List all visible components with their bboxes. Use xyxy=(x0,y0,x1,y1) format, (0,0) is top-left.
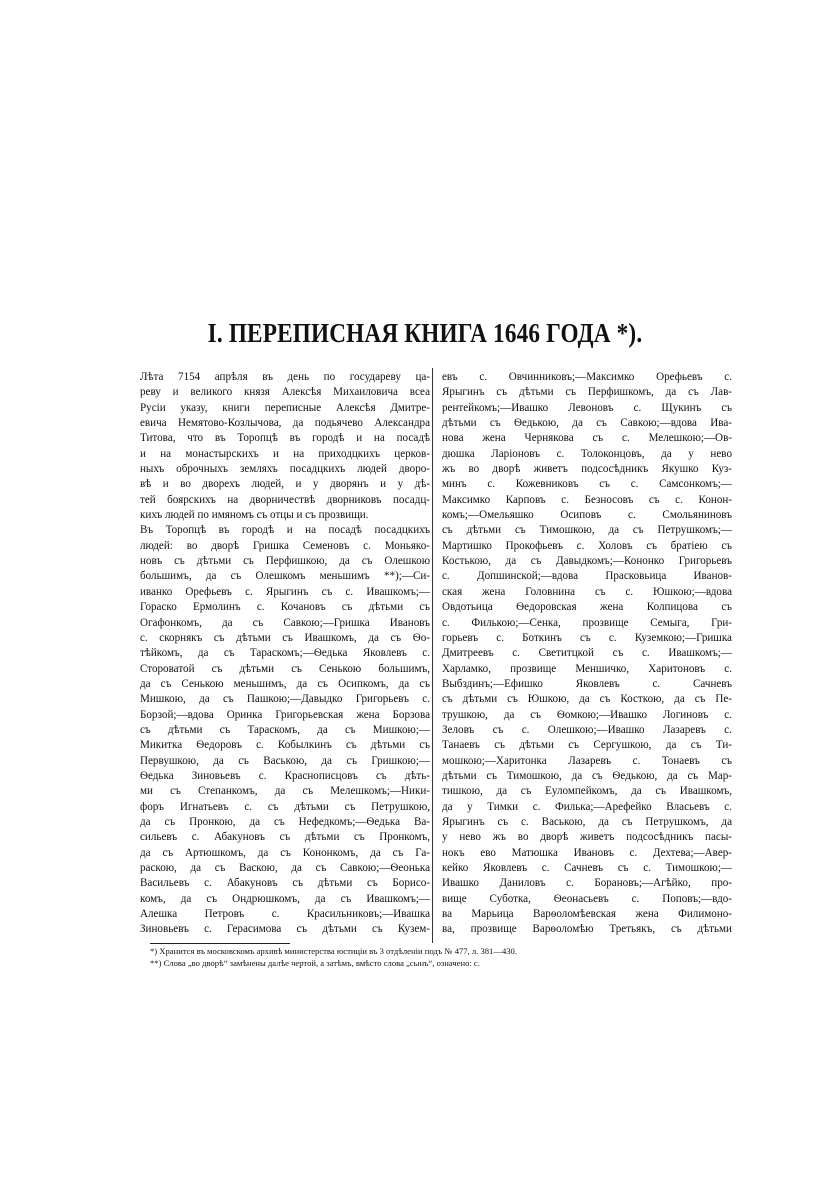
text-line: нова жена Чернякова съ с. Мелешкою;—Ов- xyxy=(442,432,732,445)
text-line: ныхъ оброчныхъ земляхъ посадцкихъ людей дворо- xyxy=(140,463,430,476)
column-divider xyxy=(432,368,433,943)
text-line: комъ;—Омельяшко Осиповъ с. Смольяниновъ xyxy=(442,509,732,522)
text-line: Харламко, прозвище Меншичко, Харитоновъ с. xyxy=(442,662,732,675)
text-line: съ дѣтьми съ Тараскомъ, да съ Мишкою;— xyxy=(140,723,430,736)
text-line: новъ съ дѣтьми съ Перфишкою, да съ Олешкою xyxy=(140,555,430,568)
text-line: комъ, да съ Ондрюшкомъ, да съ Ивашкомъ;— xyxy=(140,892,430,905)
text-line: у нево жъ во дворѣ живетъ подсосѣдникъ пасы- xyxy=(442,831,732,844)
text-line: дѣтьми съ Тимошкою, да съ Ѳедькою, да съ Мар- xyxy=(442,769,732,782)
text-line: Дмитреевъ с. Светитцкой съ с. Ивашкомъ;— xyxy=(442,647,732,660)
text-line: реву и великого князя Алексѣя Михаиловича всеа xyxy=(140,386,430,399)
footnotes xyxy=(150,946,730,969)
text-line: Русіи указу, книги переписные Алексѣя Дмитре- xyxy=(140,401,430,414)
text-line: вѣ и во дворехъ людей, и у дворянъ и у дѣ- xyxy=(140,478,430,491)
text-line: людей: во дворѣ Гришка Семеновъ с. Моньяко- xyxy=(140,539,430,552)
text-line: Васильевъ с. Абакуновъ съ дѣтьми съ Борисо- xyxy=(140,877,430,890)
text-line: Танаевъ съ дѣтьми съ Сергушкою, да съ Ти- xyxy=(442,739,732,752)
text-line: с. Допшинской;—вдова Прасковьица Иванов- xyxy=(442,570,732,583)
text-line: Огафонкомъ, да съ Савкою;—Гришка Ивановъ xyxy=(140,616,430,629)
page-title: I. ПЕРЕПИСНАЯ КНИГА 1646 ГОДА *). xyxy=(207,318,643,348)
text-line: да съ Пронкою, да съ Нефедкомъ;—Ѳедька Ва- xyxy=(140,815,430,828)
text-line: тишкою, да съ Еуломпейкомъ, да съ Ивашкомъ, xyxy=(442,785,732,798)
text-line: Мартишко Прокофьевъ с. Холовъ съ братіею съ xyxy=(442,539,732,552)
text-line: форъ Игнатьевъ с. съ дѣтьми съ Петрушкою, xyxy=(140,800,430,813)
text-line: да съ Артюшкомъ, да съ Кононкомъ, да съ Га- xyxy=(140,846,430,859)
text-line xyxy=(442,938,732,940)
text-line: Борзой;—вдова Оринка Григорьевская жена Борзова xyxy=(140,708,430,721)
text-line: большимъ, да съ Олешкомъ меньшимъ **);—Си- xyxy=(140,570,430,583)
text-line: Максимко Карповъ с. Безносовъ съ с. Конон- xyxy=(442,493,732,506)
text-line: кихъ людей по имяномъ съ отцы и съ прозвищи. xyxy=(140,509,369,522)
text-line: Овдотьица Ѳедоровская жена Колпицова съ xyxy=(442,601,732,614)
text-line: дѣтьми съ Ѳедькою, да съ Савкою;—вдова Ива- xyxy=(442,417,732,430)
footnote-2: **) Слова „во дворѣ“ замѣнены далѣе чертой, а затѣмъ, вмѣсто слова „сынъ“, означено: с. xyxy=(150,957,480,968)
text-line: Выбздинъ;—Ефишко Яковлевъ с. Сачневъ xyxy=(442,677,732,690)
text-line: евича Немятово-Козлычова, да подьячево Александра xyxy=(140,417,430,430)
text-line: нокъ ево Матюшка Ивановъ с. Дехтева;—Авер- xyxy=(442,846,732,859)
text-line: да у Тимки с. Филька;—Арефейко Власьевъ с. xyxy=(442,800,732,813)
text-line: Въ Торопцѣ въ городѣ и на посадѣ посадцкихъ xyxy=(140,524,430,537)
text-line: Зиновьевъ с. Герасимова съ дѣтьми съ Кузем- xyxy=(140,923,430,936)
text-line: дюшка Ларіоновъ с. Толоконцовъ, да у нево xyxy=(442,447,732,460)
text-line: Гораско Ермолинъ с. Кочановъ съ дѣтьми съ xyxy=(140,601,430,614)
text-line: Ѳедька Зиновьевъ с. Краснописцовъ съ дѣть- xyxy=(140,769,430,782)
text-line: Ивашко Даниловъ с. Борановъ;—Агѣйко, про- xyxy=(442,877,732,890)
text-line: ская жена Головнина съ с. Юшкою;—вдова xyxy=(442,585,732,598)
text-line: сильевъ с. Абакуновъ съ дѣтьми съ Пронкомъ, xyxy=(140,831,430,844)
text-line: с. скорнякъ съ дѣтьми съ Ивашкомъ, да съ Ѳо- xyxy=(140,631,430,644)
text-line xyxy=(140,938,430,940)
text-line: Лѣта 7154 апрѣля въ день по государеву ца- xyxy=(140,371,430,383)
text-line: и на монастырскихъ и на приходцкихъ церков- xyxy=(140,447,430,460)
right-text-column xyxy=(442,370,732,940)
text-line: тей боярскихъ на дворничествѣ дворниковъ посадц- xyxy=(140,493,430,506)
text-line: Титова, что въ Торопцѣ въ городѣ и на посадѣ xyxy=(140,432,430,445)
text-line: съ дѣтьми съ Тимошкою, да съ Петрушкомъ;— xyxy=(442,524,732,537)
text-line: тѣйкомъ, да съ Тараскомъ;—Ѳедька Яковлевъ с. xyxy=(140,647,430,660)
text-line: вище Суботка, Ѳеонасьевъ с. Поповъ;—вдо- xyxy=(442,892,732,905)
text-line: евъ с. Овчинниковъ;—Максимко Орефьевъ с. xyxy=(442,371,732,383)
text-line: Зеловъ съ с. Олешкою;—Ивашко Лазаревъ с. xyxy=(442,723,732,736)
text-line: Микитка Ѳедоровъ с. Кобылкинъ съ дѣтьми съ xyxy=(140,739,430,752)
text-line: трушкою, да съ Ѳомкою;—Ивашко Логиновъ с. xyxy=(442,708,732,721)
text-line: жъ во дворѣ живетъ подсосѣдникъ Якушко Куз- xyxy=(442,463,732,476)
text-line: да съ Сенькою меньшимъ, да съ Осипкомъ, да съ xyxy=(140,677,430,690)
footnote-rule xyxy=(150,943,290,944)
text-line: Первушкою, да съ Ваською, да съ Гришкою;— xyxy=(140,754,430,767)
text-line: горьевъ с. Боткинъ съ с. Куземкою;—Гришка xyxy=(442,631,732,644)
text-line: минъ с. Кожевниковъ съ с. Самсонкомъ;— xyxy=(442,478,732,491)
text-line: Ярыгинъ съ с. Ваською, да съ Петрушкомъ, да xyxy=(442,815,732,828)
text-line: Стороватой съ дѣтьми съ Сенькою большимъ, xyxy=(140,662,430,675)
text-line: кейко Яковлевъ с. Сачневъ съ с. Тимошкою;— xyxy=(442,862,732,874)
text-line: мошкою;—Харитонка Лазаревъ с. Тонаевъ съ xyxy=(442,754,732,767)
text-line: Алешка Петровъ с. Красильниковъ;—Ивашка xyxy=(140,908,430,921)
text-line: с. Филькою;—Сенка, прозвище Семыга, Гри- xyxy=(442,616,732,629)
text-line: Костькою, да съ Давыдкомъ;—Кононко Григорьевъ xyxy=(442,555,732,568)
footnote-1: *) Хранится въ московскомъ архивѣ министерства юстиціи въ 3 отдѣленіи подъ № 477, л. 381—430. xyxy=(150,946,517,956)
text-line: съ дѣтьми съ Юшкою, да съ Косткою, да съ Пе- xyxy=(442,693,732,706)
text-line: ва Марьица Варѳоломѣевская жена Филимоно- xyxy=(442,908,732,921)
text-line: рентейкомъ;—Ивашко Левоновъ с. Щукинъ съ xyxy=(442,401,732,414)
text-line: Ярыгинъ съ дѣтьми съ Перфишкомъ, да съ Лав- xyxy=(442,386,732,399)
text-line: Мишкою, да съ Пашкою;—Давыдко Григорьевъ с. xyxy=(140,693,430,706)
left-text-column xyxy=(140,370,430,940)
text-line: раскою, да съ Васкою, да съ Савкою;—Ѳеонька xyxy=(140,862,430,874)
text-line: иванко Орефьевъ с. Ярыгинъ съ с. Ивашкомъ;— xyxy=(140,585,430,598)
text-line: ва, прозвище Варѳоломѣю Третьякъ, съ дѣтьми xyxy=(442,923,732,936)
text-line: ми съ Степанкомъ, да съ Мелешкомъ;—Ники- xyxy=(140,785,430,798)
